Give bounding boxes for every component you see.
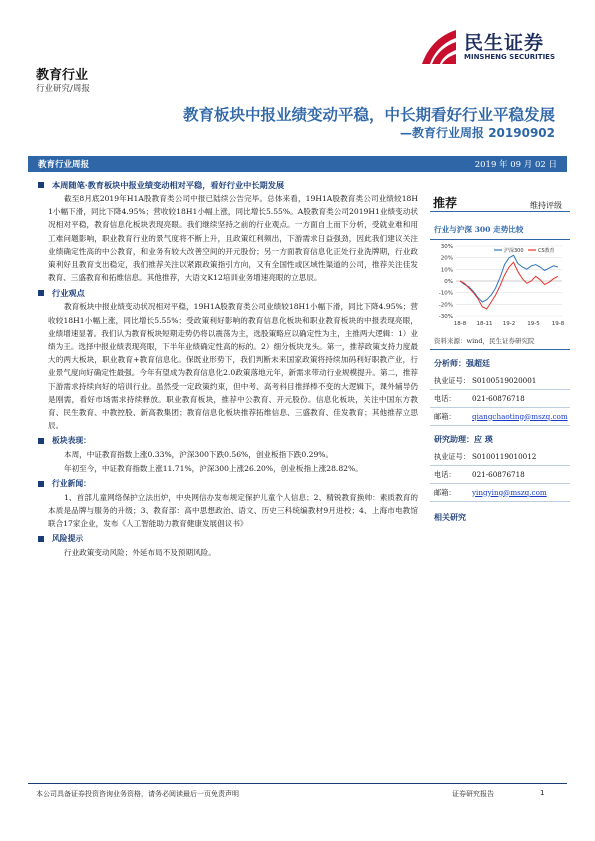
chart-x-tick-label: 19-8 xyxy=(551,321,565,327)
analyst-title: 研究助理：应 瑛 xyxy=(434,434,493,444)
analyst-title: 分析师：强超廷 xyxy=(434,358,490,368)
chart-y-tick-label: -20% xyxy=(438,302,453,309)
chart-legend-label: 沪深300 xyxy=(504,248,524,254)
header-bar xyxy=(28,156,567,172)
report-title: 教育板块中报业绩变动平稳，中长期看好行业平稳发展 xyxy=(182,106,555,124)
analyst-row xyxy=(430,448,570,466)
rating-label: 维持评级 xyxy=(530,201,562,210)
analyst-row-value: S0100119010012 xyxy=(472,451,537,461)
section-heading xyxy=(38,178,418,192)
main-content xyxy=(38,178,418,560)
section-heading xyxy=(38,532,418,546)
logo-name-cn: 民生证券 xyxy=(464,32,545,54)
chart-y-tick-label: 10% xyxy=(440,267,453,274)
sidebar xyxy=(430,178,570,526)
analyst-row-key: 执业证号： xyxy=(434,451,470,461)
analyst-row xyxy=(430,466,570,484)
analyst-row xyxy=(430,484,570,502)
chart-x-tick-label: 18-8 xyxy=(453,321,467,327)
paragraph: 1、首部儿童网络保护立法出炉，中央网信办发布规定保护儿童个人信息；2、精锐教育换帅：素质教育的本质是品牌与服务的升级；3、教育部：高中思想政治、语文、历史三科统编教材9月进校；4、上海市电教馆联合17家企业，发布《人工智能助力教育健康发展倡议书》 xyxy=(48,492,418,529)
chart-y-tick-label: -10% xyxy=(438,290,453,297)
analyst-email-link[interactable]: qiangchaoting@mszq.com xyxy=(472,411,568,421)
industry-label: 教育行业 xyxy=(36,68,89,83)
chart-y-tick-label: 30% xyxy=(440,244,453,250)
report-date: 2019 年 09 月 02 日 xyxy=(474,160,557,170)
report-subtitle: —教育行业周报 20190902 xyxy=(400,126,555,140)
chart-x-tick-label: 19-2 xyxy=(502,321,516,327)
chart-source: 资料来源：wind，民生证券研究院 xyxy=(430,336,570,350)
analyst-row xyxy=(430,372,570,390)
section-heading xyxy=(38,434,418,448)
chart-y-tick-label: -30% xyxy=(438,314,453,320)
section-heading-text: 板块表现： xyxy=(52,436,91,446)
minsheng-logo xyxy=(418,26,578,68)
section-heading-text: 风险提示 xyxy=(52,534,84,544)
paragraph: 年初至今，中证教育指数上涨11.71%，沪深300上涨26.20%，创业板指上涨28.82%。 xyxy=(64,463,363,473)
chart-title: 行业与沪深 300 走势比较 xyxy=(430,224,570,240)
related-research: 相关研究 xyxy=(434,512,466,522)
analyst-row-key: 邮箱： xyxy=(434,487,456,497)
footer-disclaimer: 本公司具备证券投资咨询业务资格，请务必阅读最后一页免责声明 xyxy=(36,790,239,798)
bullet-square-icon xyxy=(38,481,44,487)
paragraph: 截至8月底2019年H1A股教育类公司中报已陆续公告完毕。总体来看，19H1A股教育类公司业绩较18H1小幅下滑，同比下降4.95%；营收较18H1小幅上涨，同比增长5.55%。A股教育类公司2019H1业绩变动状况相对平稳，教育信息化板块表现亮眼。我们继续坚持之前的行业观点。一方面自上而下分析，受就业难和用工难问题影响，职业教育行业的景气度将不断上升，且政策红利频出，下游需求日益强劲，因此我们建议关注业绩确定性高的中公教育，和业务有较大改善空间的开元股份；另一方面教育信息化正处行业洗牌期，行业政策利好且教育支出稳定，我们推荐关注以紧跟政策指引方向，又有全国性或区域性渠道的公司，推荐关注佳发教育、三盛教育和拓维信息。其他推荐，大语文K12培训业务增速亮眼的立思辰。 xyxy=(48,194,418,283)
chart-svg xyxy=(430,240,570,336)
bullet-square-icon xyxy=(38,536,44,542)
rating-row xyxy=(430,178,570,212)
section-heading xyxy=(38,477,418,491)
chart-x-tick-label: 18-11 xyxy=(476,321,493,327)
analyst-row-value: 021-60876718 xyxy=(472,469,525,479)
analyst-email-link[interactable]: yingying@mszq.com xyxy=(472,487,547,497)
chart-legend-label: CS教育 xyxy=(538,248,555,254)
analyst-row-value: 021-60876718 xyxy=(472,393,525,403)
section-heading xyxy=(38,286,418,300)
analyst-row xyxy=(430,390,570,408)
bullet-square-icon xyxy=(38,290,44,296)
section-heading-text: 行业新闻： xyxy=(52,478,91,488)
analyst-row-key: 电话： xyxy=(434,393,456,403)
paragraph: 本周，中证教育指数上涨0.33%，沪深300下跌0.56%，创业板指下跌0.29%。 xyxy=(64,450,334,460)
chart-x-tick-label: 19-5 xyxy=(527,321,540,327)
minsheng-logo-icon xyxy=(418,26,460,68)
header-bar-label: 教育行业周报 xyxy=(38,160,90,170)
chart-y-tick-label: 20% xyxy=(440,255,453,262)
analyst-row-key: 执业证号： xyxy=(434,375,470,385)
footer-report-label: 证券研究报告 xyxy=(452,790,494,798)
chart xyxy=(430,240,570,336)
report-type: 行业研究/周报 xyxy=(36,84,90,94)
bullet-square-icon xyxy=(38,438,44,444)
recommendation: 推荐 xyxy=(433,196,458,210)
footer-divider xyxy=(28,783,567,784)
analyst-row-value: S0100519020001 xyxy=(472,375,537,385)
paragraph: 行业政策变动风险；外延布局不及预期风险。 xyxy=(64,548,216,558)
bullet-square-icon xyxy=(38,182,44,188)
chart-y-tick-label: 0% xyxy=(444,279,453,285)
page-number: 1 xyxy=(540,789,545,797)
logo-name-en: MINSHENG SECURITIES xyxy=(464,53,555,61)
section-heading-text: 本周随笔·教育板块中报业绩变动相对平稳，看好行业中长期发展 xyxy=(52,180,285,190)
analyst-row-key: 邮箱： xyxy=(434,411,456,421)
analyst-row-key: 电话： xyxy=(434,469,456,479)
paragraph: 教育板块中报业绩变动状况相对平稳，19H1A股教育类公司业绩较18H1小幅下滑，同比下降4.95%；营收较18H1小幅上涨，同比增长5.55%；受政策利好影响的教育信息化板块和职业教育板块的中报表现亮眼，业绩增速显著。我们认为教育板块短期走势仍将以震荡为主，选股策略应以确定性为主，主推两大逻辑：1）业绩为王。选择中报业绩表现亮眼，下半年业绩确定性高的标的。2）细分板块龙头。第一，推荐政策支持力度最大的两大板块，职业教育+教育信息化。保既业形势下，我们判断未来国家政策将持续加码利好职教产业，行业景气度向好确定性最强。今年有望成为教育信息化2.0政策落地元年，新需求带动行业规模提升。第二，推荐下游需求持续向好的培训行业。虽然受一定政策约束，但中考、高考科目推择棒不变的大逻辑下，课外辅导仍是刚需，看好市场需求持续释放。职业教育板块，推荐中公教育、开元股份。信息化板块，关注中国东方教育、民生教育、中教控股、新高教集团；教育信息化板块推荐拓维信息、三盛教育、佳发教育；其他推荐立思辰。 xyxy=(48,302,418,431)
analyst-row xyxy=(430,408,570,426)
section-heading-text: 行业观点 xyxy=(52,288,85,299)
